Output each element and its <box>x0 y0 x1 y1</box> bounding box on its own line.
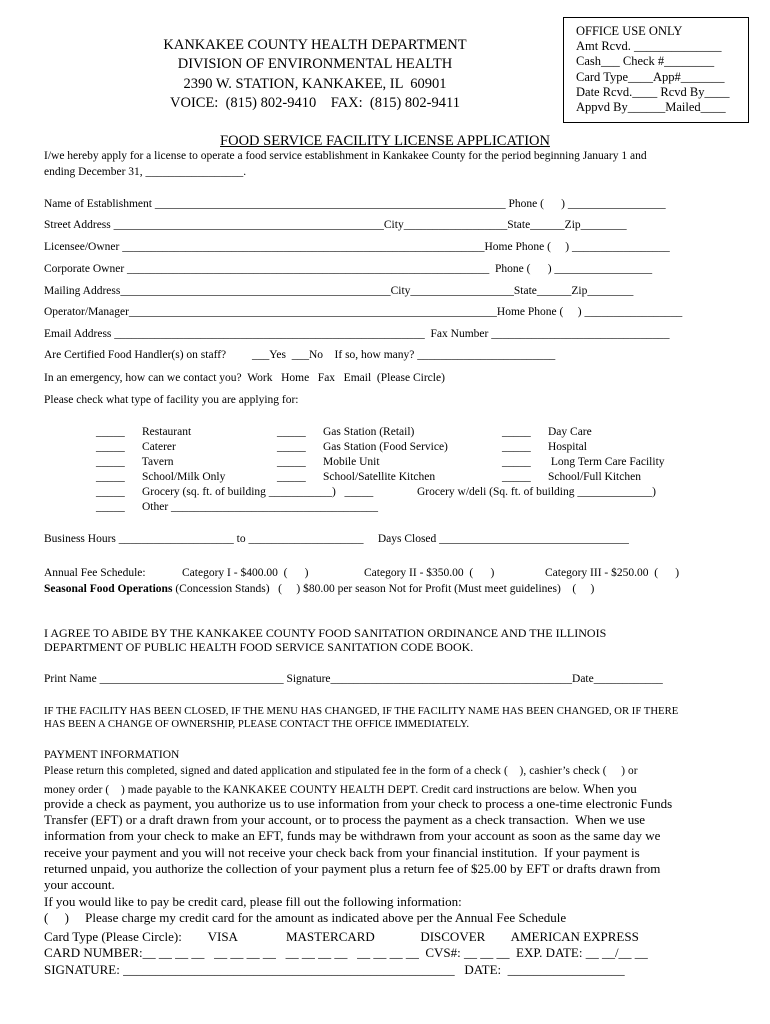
facility-option-other[interactable]: _____ Other ____________________________________ <box>96 501 379 513</box>
notice-line-1: IF THE FACILITY HAS BEEN CLOSED, IF THE MENU HAS CHANGED, IF THE FACILITY NAME HAS BEEN CHANGED, OR IF THERE <box>44 705 679 717</box>
intro-line-1: I/we hereby apply for a license to operate a food service establishment in Kankakee County for the period beginning January 1 and <box>44 150 647 162</box>
facility-type-prompt: Please check what type of facility you are applying for: <box>44 394 299 406</box>
emergency-contact-question[interactable]: In an emergency, how can we contact you? Work Home Fax Email (Please Circle) <box>44 372 445 384</box>
payment-line-1[interactable]: Please return this completed, signed and dated application and stipulated fee in the form of a check ( ), cashier’s check ( ) or <box>44 765 638 777</box>
facility-option-grocery-deli[interactable]: Grocery w/deli (Sq. ft. of building _____________) <box>417 486 656 498</box>
fee-seasonal[interactable] <box>44 583 594 595</box>
seasonal-label: Seasonal Food Operations <box>44 583 173 595</box>
seasonal-details: (Concession Stands) ( ) $80.00 per season Not for Profit (Must meet guidelines) ( ) <box>172 583 595 595</box>
business-hours-field[interactable]: Business Hours ____________________ to ____________________ Days Closed _________________________________ <box>44 533 629 545</box>
office-date-rcvd: Date Rcvd.____ Rcvd By____ <box>576 84 730 99</box>
facility-option-day-care[interactable]: _____ Day Care <box>502 426 592 438</box>
form-title: FOOD SERVICE FACILITY LICENSE APPLICATION <box>220 133 550 149</box>
payment-line-7: returned unpaid, you authorize the collection of your payment plus a return fee of $25.00 by EFT or drafts drawn from <box>44 861 661 876</box>
dept-name: KANKAKEE COUNTY HEALTH DEPARTMENT <box>163 37 467 53</box>
payment-line-4: Transfer (EFT) or a draft drawn from your account, or to process the payment as a check transaction. When we use <box>44 812 646 827</box>
agreement-line-2: DEPARTMENT OF PUBLIC HEALTH FOOD SERVICE SANITATION CODE BOOK. <box>44 640 474 654</box>
mailing-address-field[interactable]: Mailing Address_______________________________________________City__________________State______Zip________ <box>44 285 634 297</box>
card-number-field[interactable]: CARD NUMBER:__ __ __ __ __ __ __ __ __ __ __ __ __ __ __ __ CVS#: __ __ __ EXP. DATE: __ __/__ __ <box>44 945 648 960</box>
intro-line-2: ending December 31, _________________. <box>44 166 247 178</box>
notice-line-2: HAS BEEN A CHANGE OF OWNERSHIP, PLEASE CONTACT THE OFFICE IMMEDIATELY. <box>44 718 470 730</box>
payment-line-2a: money order ( ) made payable to the KANKAKEE COUNTY HEALTH DEPT. Credit card instructions are below. <box>44 784 580 796</box>
office-use-box <box>563 17 749 123</box>
corporate-owner-field[interactable]: Corporate Owner _______________________________________________________________ Phone ( ) _________________ <box>44 263 653 275</box>
facility-option-school-milk[interactable]: _____ School/Milk Only <box>96 471 226 483</box>
facility-option-long-term-care[interactable]: _____ Long Term Care Facility <box>502 456 665 468</box>
dept-phone-fax: VOICE: (815) 802-9410 FAX: (815) 802-9411 <box>170 95 460 111</box>
office-appvd-by: Appvd By______Mailed____ <box>576 100 726 115</box>
facility-option-caterer[interactable]: _____ Caterer <box>96 441 176 453</box>
licensee-owner-field[interactable]: Licensee/Owner _______________________________________________________________Home Phone ( ) _________________ <box>44 241 670 253</box>
facility-option-gas-retail[interactable]: _____ Gas Station (Retail) <box>277 426 415 438</box>
street-address-field[interactable]: Street Address _______________________________________________City__________________State______Zip________ <box>44 219 627 231</box>
card-type-selection[interactable]: Card Type (Please Circle): VISA MASTERCARD DISCOVER AMERICAN EXPRESS <box>44 929 639 944</box>
facility-option-full-kitchen[interactable]: _____ School/Full Kitchen <box>502 471 641 483</box>
payment-line-8: your account. <box>44 877 115 892</box>
fee-category-2[interactable]: Category II - $350.00 ( ) <box>364 567 495 579</box>
facility-option-tavern[interactable]: _____ Tavern <box>96 456 174 468</box>
payment-line-3: provide a check as payment, you authorize us to use information from your check to process a one-time electronic Funds <box>44 796 673 811</box>
payment-line-2b: When you <box>579 781 637 796</box>
payment-line-5: information from your check to make an EFT, funds may be withdrawn from your account as soon as the same day we <box>44 828 661 843</box>
print-name-signature-date[interactable]: Print Name ________________________________ Signature__________________________________________Date____________ <box>44 673 663 685</box>
payment-heading: PAYMENT INFORMATION <box>44 749 180 761</box>
facility-option-hospital[interactable]: _____ Hospital <box>502 441 587 453</box>
fee-schedule-label: Annual Fee Schedule: <box>44 567 146 579</box>
establishment-name-field[interactable]: Name of Establishment _____________________________________________________________ Phone ( ) _________________ <box>44 198 666 210</box>
office-amt-rcvd: Amt Rcvd. ______________ <box>576 39 722 54</box>
office-use-title: OFFICE USE ONLY <box>576 24 683 38</box>
facility-option-grocery[interactable]: _____ Grocery (sq. ft. of building ___________) _____ <box>96 486 374 498</box>
payment-line-6: receive your payment and you will not receive your check back from your financial institution. If your payment is <box>44 845 640 860</box>
payment-line-9: If you would like to pay be credit card, please fill out the following information: <box>44 894 462 909</box>
fee-category-1[interactable]: Category I - $400.00 ( ) <box>182 567 309 579</box>
operator-manager-field[interactable]: Operator/Manager________________________________________________________________Home Phone ( ) _________________ <box>44 306 683 318</box>
office-card-type: Card Type____App#_______ <box>576 69 725 84</box>
agreement-line-1: I AGREE TO ABIDE BY THE KANKAKEE COUNTY FOOD SANITATION ORDINANCE AND THE ILLINOIS <box>44 626 607 640</box>
dept-address: 2390 W. STATION, KANKAKEE, IL 60901 <box>183 76 447 92</box>
facility-option-mobile-unit[interactable]: _____ Mobile Unit <box>277 456 380 468</box>
food-handlers-question[interactable]: Are Certified Food Handler(s) on staff? ___Yes ___No If so, how many? ________________________ <box>44 349 556 361</box>
facility-option-gas-food[interactable]: _____ Gas Station (Food Service) <box>277 441 448 453</box>
fee-category-3[interactable]: Category III - $250.00 ( ) <box>545 567 680 579</box>
office-cash-check: Cash___ Check #________ <box>576 54 715 69</box>
credit-card-authorize[interactable]: ( ) Please charge my credit card for the amount as indicated above per the Annual Fee Schedule <box>44 910 567 925</box>
facility-option-satellite-kitchen[interactable]: _____ School/Satellite Kitchen <box>277 471 436 483</box>
card-signature-field[interactable]: SIGNATURE: ___________________________________________________ DATE: __________________ <box>44 962 625 977</box>
facility-option-restaurant[interactable]: _____ Restaurant <box>96 426 192 438</box>
division-name: DIVISION OF ENVIRONMENTAL HEALTH <box>177 56 453 72</box>
email-address-field[interactable]: Email Address ______________________________________________________ Fax Number _______________________________ <box>44 328 670 340</box>
